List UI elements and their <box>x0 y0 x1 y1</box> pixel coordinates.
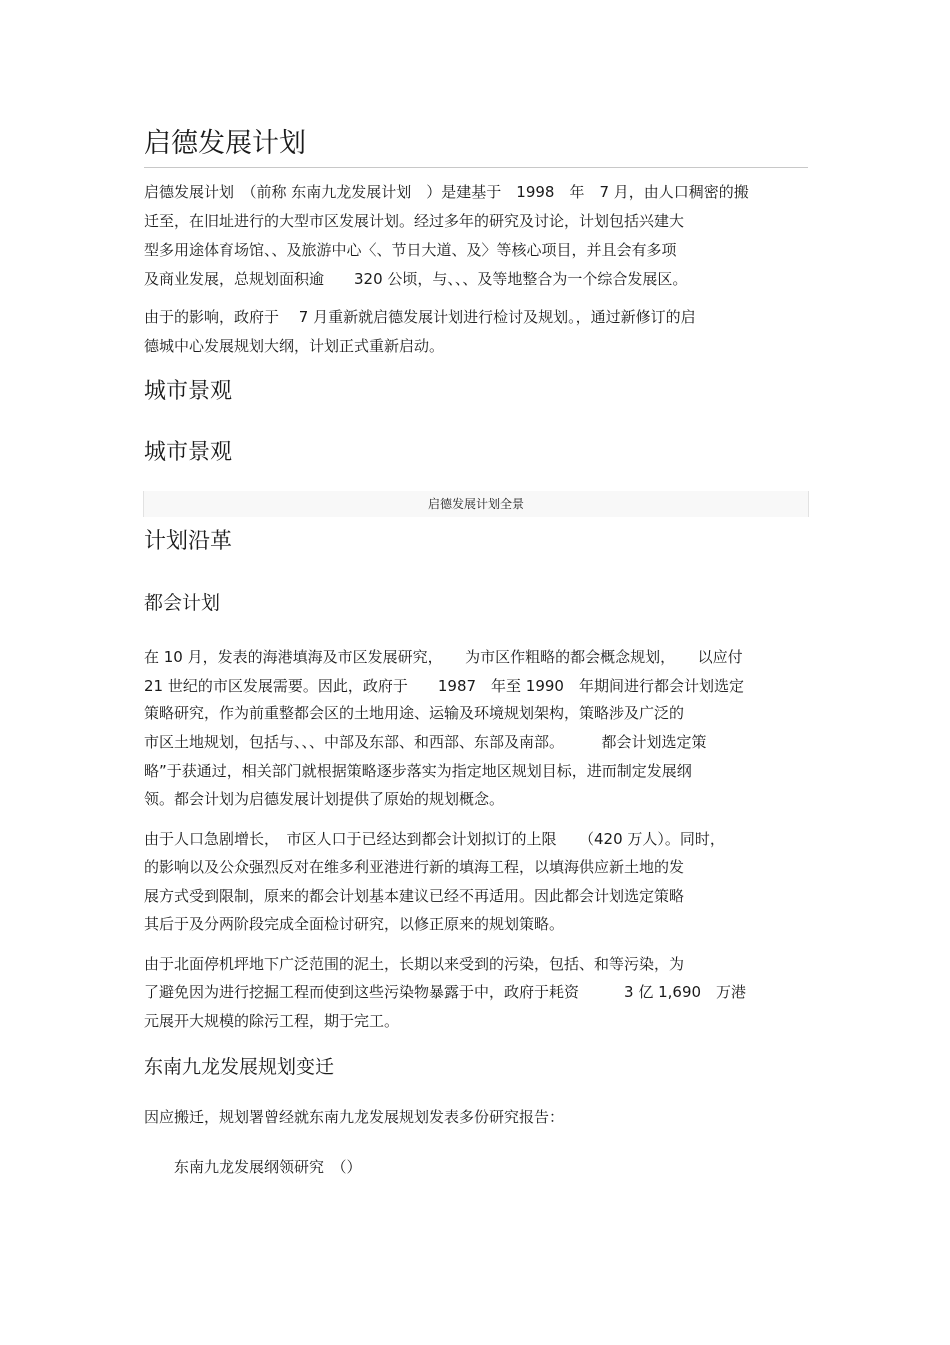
text-line: 领。都会计划为启德发展计划提供了原始的规划概念。 <box>144 790 505 808</box>
text-line: 由于的影响，政府于 7 月重新就启德发展计划进行检讨及规划。，通过新修订的启 <box>144 308 696 326</box>
text-line: 元展开大规模的除污工程，期于完工。 <box>144 1012 400 1030</box>
text-line: 由于北面停机坪地下广泛范围的泥土，长期以来受到的污染，包括、和等污染，为 <box>144 955 685 973</box>
text-line: 及商业发展，总规划面积逾 320 公顷，与、、、及等地整合为一个综合发展区。 <box>144 270 688 288</box>
text-line: 启德发展计划 （前称 东南九龙发展计划 ）是建基于 1998 年 7 月，由人口稠密的搬 <box>144 183 749 201</box>
list-item: 东南九龙发展纲领研究 （） <box>174 1158 362 1176</box>
text-line: 迁至，在旧址进行的大型市区发展计划。经过多年的研究及讨论，计划包括兴建大 <box>144 212 685 230</box>
text-line: 其后于及分两阶段完成全面检讨研究，以修正原来的规划策略。 <box>144 915 565 933</box>
image-caption-box <box>143 491 809 517</box>
section-heading-cityscape-repeat: 城市景观 <box>144 440 233 465</box>
section-heading-cityscape: 城市景观 <box>144 379 233 404</box>
page-title: 启德发展计划 <box>144 128 306 159</box>
text-line: 在 10 月，发表的海港填海及市区发展研究， 为市区作粗略的都会概念规划， 以应付 <box>144 648 743 666</box>
text-line: 市区土地规划，包括与、、、中部及东部、和西部、东部及南部。 都会计划选定策 <box>144 733 707 751</box>
text-line: 的影响以及公众强烈反对在维多利亚港进行新的填海工程，以填海供应新土地的发 <box>144 858 685 876</box>
title-divider <box>144 167 808 168</box>
text-line: 因应搬迁，规划署曾经就东南九龙发展规划发表多份研究报告： <box>144 1108 565 1126</box>
text-line: 展方式受到限制，原来的都会计划基本建议已经不再适用。因此都会计划选定策略 <box>144 887 685 905</box>
section-heading-history: 计划沿革 <box>144 529 233 554</box>
text-line: 21 世纪的市区发展需要。因此，政府于 1987 年至 1990 年期间进行都会计划选定 <box>144 677 744 695</box>
subsection-heading-se-kowloon: 东南九龙发展规划变迁 <box>144 1056 335 1078</box>
image-caption: 启德发展计划全景 <box>427 497 524 511</box>
text-line: 德城中心发展规划大纲，计划正式重新启动。 <box>144 337 445 355</box>
text-line: 型多用途体育场馆、、及旅游中心〈、节日大道、及〉等核心项目，并且会有多项 <box>144 241 677 259</box>
text-line: 了避免因为进行挖掘工程而使到这些污染物暴露于中，政府于耗资 3 亿 1,690 万港 <box>144 983 747 1001</box>
text-line: 策略研究，作为前重整都会区的土地用途、运输及环境规划架构，策略涉及广泛的 <box>144 704 685 722</box>
text-line: 略”于获通过，相关部门就根据策略逐步落实为指定地区规划目标，进而制定发展纲 <box>144 762 692 780</box>
text-line: 由于人口急剧增长， 市区人口于已经达到都会计划拟订的上限 （420 万人）。同时， <box>144 830 725 848</box>
subsection-heading-metro-plan: 都会计划 <box>144 592 221 614</box>
